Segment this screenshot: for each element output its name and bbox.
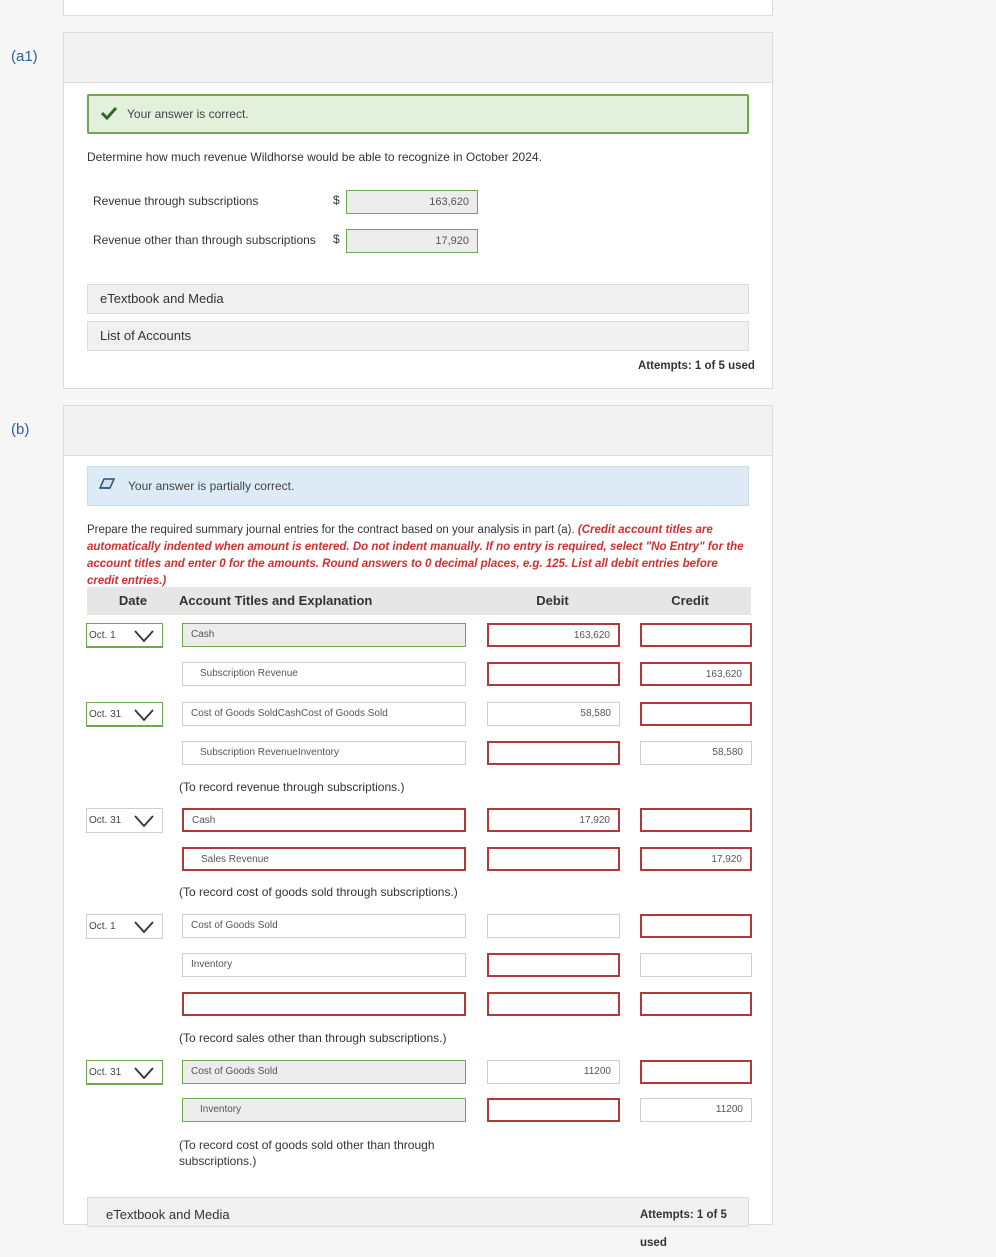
debit-input[interactable] bbox=[487, 992, 620, 1016]
part-b-label: (b) bbox=[11, 421, 30, 438]
checkmark-icon bbox=[101, 106, 117, 120]
account-input[interactable]: Cash bbox=[182, 623, 466, 647]
status-text: Your answer is correct. bbox=[127, 107, 249, 121]
debit-input[interactable] bbox=[487, 847, 620, 871]
part-b-header bbox=[64, 406, 772, 456]
account-input[interactable]: Inventory bbox=[182, 1098, 466, 1122]
etextbook-label: eTextbook and Media bbox=[106, 1207, 230, 1222]
account-input[interactable]: Sales Revenue bbox=[182, 847, 466, 871]
revenue-label: Revenue through subscriptions bbox=[93, 194, 259, 208]
debit-input[interactable] bbox=[487, 662, 620, 686]
account-input[interactable]: Cost of Goods Sold bbox=[182, 1060, 466, 1084]
credit-input[interactable] bbox=[640, 623, 752, 647]
credit-input[interactable] bbox=[640, 992, 752, 1016]
etextbook-link[interactable] bbox=[87, 1197, 749, 1249]
credit-header: Credit bbox=[629, 587, 751, 615]
debit-input[interactable]: 17,920 bbox=[487, 808, 620, 832]
debit-input[interactable] bbox=[487, 953, 620, 977]
currency-sign: $ bbox=[333, 193, 340, 207]
account-input[interactable]: Cost of Goods Sold bbox=[182, 914, 466, 938]
pencil-icon bbox=[98, 477, 116, 489]
date-select[interactable] bbox=[86, 1060, 163, 1085]
account-header: Account Titles and Explanation bbox=[179, 587, 476, 615]
debit-input[interactable]: 11200 bbox=[487, 1060, 620, 1084]
credit-input[interactable]: 163,620 bbox=[640, 662, 752, 686]
credit-input[interactable]: 58,580 bbox=[640, 741, 752, 765]
question-text: Determine how much revenue Wildhorse would be able to recognize in October 2024. bbox=[87, 150, 542, 164]
correct-status-banner bbox=[87, 94, 749, 134]
account-input[interactable]: Inventory bbox=[182, 953, 466, 977]
credit-input[interactable] bbox=[640, 808, 752, 832]
debit-input[interactable] bbox=[487, 1098, 620, 1122]
revenue-input[interactable]: 163,620 bbox=[346, 190, 478, 214]
instruction-text bbox=[87, 522, 751, 590]
chevron-down-icon bbox=[134, 921, 154, 933]
entry-explanation: (To record revenue through subscriptions.) bbox=[179, 780, 405, 794]
date-select[interactable] bbox=[86, 914, 163, 939]
credit-input[interactable] bbox=[640, 702, 752, 726]
previous-panel bbox=[63, 0, 773, 16]
part-a1-label: (a1) bbox=[11, 48, 38, 65]
entry-explanation: (To record cost of goods sold other than through subscriptions.) bbox=[179, 1138, 435, 1168]
status-text: Your answer is partially correct. bbox=[128, 479, 295, 493]
chevron-down-icon bbox=[134, 1067, 154, 1079]
entry-explanation: (To record cost of goods sold through subscriptions.) bbox=[179, 885, 458, 899]
instruction-plain: Prepare the required summary journal entries for the contract based on your analysis in part (a). bbox=[87, 524, 578, 536]
credit-input[interactable] bbox=[640, 1060, 752, 1084]
account-input[interactable]: Cost of Goods SoldCashCost of Goods Sold bbox=[182, 702, 466, 726]
credit-input[interactable] bbox=[640, 953, 752, 977]
date-value: Oct. 1 bbox=[89, 921, 116, 932]
etextbook-link[interactable]: eTextbook and Media bbox=[87, 284, 749, 314]
part-a1-header bbox=[64, 33, 772, 83]
debit-input[interactable] bbox=[487, 914, 620, 938]
date-value: Oct. 31 bbox=[89, 815, 122, 826]
currency-sign: $ bbox=[333, 232, 340, 246]
credit-input[interactable]: 17,920 bbox=[640, 847, 752, 871]
chevron-down-icon bbox=[134, 815, 154, 827]
date-value: Oct. 31 bbox=[89, 1067, 122, 1078]
debit-input[interactable]: 163,620 bbox=[487, 623, 620, 647]
entry-explanation: (To record sales other than through subscriptions.) bbox=[179, 1031, 447, 1045]
chevron-down-icon bbox=[134, 709, 154, 721]
debit-input[interactable] bbox=[487, 741, 620, 765]
chevron-down-icon bbox=[134, 630, 154, 642]
attempts-text: Attempts: 1 of 5 used bbox=[640, 1209, 727, 1249]
debit-header: Debit bbox=[476, 587, 629, 615]
credit-input[interactable] bbox=[640, 914, 752, 938]
date-select[interactable] bbox=[86, 702, 163, 727]
date-value: Oct. 1 bbox=[89, 630, 116, 641]
attempts-text: Attempts: 1 of 5 used bbox=[638, 360, 755, 372]
debit-input[interactable]: 58,580 bbox=[487, 702, 620, 726]
date-select[interactable] bbox=[86, 623, 163, 648]
date-value: Oct. 31 bbox=[89, 709, 122, 720]
revenue-input[interactable]: 17,920 bbox=[346, 229, 478, 253]
partial-status-banner bbox=[87, 466, 749, 506]
date-header: Date bbox=[87, 587, 179, 615]
instruction-emphasis: (Credit account titles are automatically indented when amount is entered. Do not indent manually. If no entry is required, select "No Entry" for the account titles and enter 0 for the amounts. Round answers to 0 decimal places, e.g. 125. List all debit entries before credit entries.) bbox=[87, 524, 744, 587]
list-of-accounts-link[interactable]: List of Accounts bbox=[87, 321, 749, 351]
account-input[interactable] bbox=[182, 992, 466, 1016]
account-input[interactable]: Subscription RevenueInventory bbox=[182, 741, 466, 765]
revenue-label: Revenue other than through subscriptions bbox=[93, 233, 316, 247]
credit-input[interactable]: 11200 bbox=[640, 1098, 752, 1122]
account-input[interactable]: Subscription Revenue bbox=[182, 662, 466, 686]
date-select[interactable] bbox=[86, 808, 163, 833]
account-input[interactable]: Cash bbox=[182, 808, 466, 832]
